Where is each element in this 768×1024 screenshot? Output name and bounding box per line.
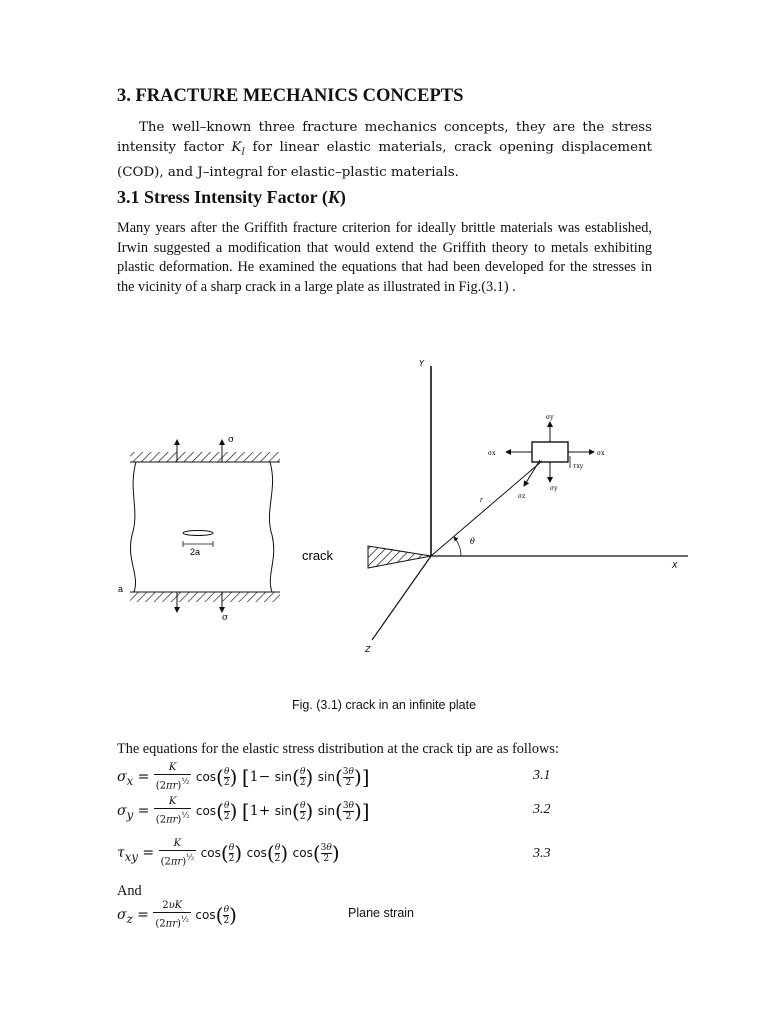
crack-length-label: 2a	[190, 547, 201, 557]
radius-line	[431, 461, 542, 556]
equation-sigma-x: $\sigma_x$ = $\frac{K}{(2\pi r)^{\frac{1}{2}}}$ cos( θ 2) [1− sin( θ 2) sin( 3θ 2 )]	[117, 762, 370, 792]
svg-text:θ: θ	[470, 537, 475, 546]
top-hatch	[130, 452, 280, 462]
section-title: 3. FRACTURE MECHANICS CONCEPTS	[117, 86, 464, 106]
svg-text:Y: Y	[419, 359, 424, 368]
crack-label: crack	[302, 548, 334, 563]
body-paragraph: Many years after the Griffith fracture criterion for ideally brittle materials was established, Irwin suggested a modification that would extend the Griffith theory to metals exhibiting plastic deformation. He examined the equations that had been developed for the stresses in the vicinity of a sharp crack in a large plate as illustrated in Fig.(3.1) .	[117, 220, 652, 295]
equation-number: 3.2	[533, 802, 551, 817]
svg-text:σz: σz	[518, 493, 526, 500]
subsection-title: 3.1 Stress Intensity Factor (K)	[117, 187, 346, 207]
svg-text:σx: σx	[597, 450, 605, 457]
crack-wedge	[368, 546, 431, 568]
k-symbol: K	[231, 140, 242, 155]
equations-intro: The equations for the elastic stress distribution at the crack tip are as follows:	[117, 741, 559, 757]
plane-strain-label: Plane strain	[348, 906, 415, 920]
intro-paragraph: The well–known three fracture mechanics concepts, they are the stress intensity factor $K_I$ for linear elastic materials, crack opening displacement (COD), and J–integral for elastic–plastic materials.	[117, 120, 653, 180]
svg-text:σy: σy	[546, 414, 554, 421]
z-axis	[372, 556, 431, 640]
a-label: a	[118, 584, 124, 594]
svg-text:τxy: τxy	[573, 463, 584, 470]
svg-text:Z: Z	[365, 645, 371, 654]
infinite-plate-diagram	[118, 435, 280, 623]
equation-sigma-y: $\sigma_y$ = $\frac{K}{(2\pi r)^{\frac{1}{2}}}$ cos( θ 2) [1+ sin( θ 2) sin( 3θ 2 )]	[117, 796, 370, 826]
svg-text:σx: σx	[488, 450, 496, 457]
crack-figure	[110, 340, 710, 680]
equation-tau-xy: $\tau_{xy}$ = $\frac{K}{(2\pi r)^{\frac{1}{2}}}$ cos( θ 2) cos( θ 2) cos( 3θ 2 )	[117, 838, 340, 868]
crack-tip-coordinate-diagram	[364, 359, 688, 654]
figure-caption: Fig. (3.1) crack in an infinite plate	[291, 698, 477, 712]
sigma-bottom: σ	[222, 613, 229, 623]
svg-text:X: X	[672, 561, 678, 570]
and-label: And	[117, 883, 142, 899]
sigma-top: σ	[228, 435, 235, 445]
equation-number: 3.3	[533, 846, 551, 861]
equation-number: 3.1	[533, 768, 551, 783]
center-crack	[183, 531, 213, 536]
equation-sigma-z: $\sigma_z$ = $\frac{2\upsilon K}{(2\pi r)^{\frac{1}{2}}}$ cos( θ 2)	[117, 900, 237, 930]
svg-text:r: r	[480, 496, 483, 504]
stress-element	[532, 442, 568, 462]
svg-text:σy: σy	[550, 485, 558, 492]
bottom-hatch	[130, 592, 280, 602]
